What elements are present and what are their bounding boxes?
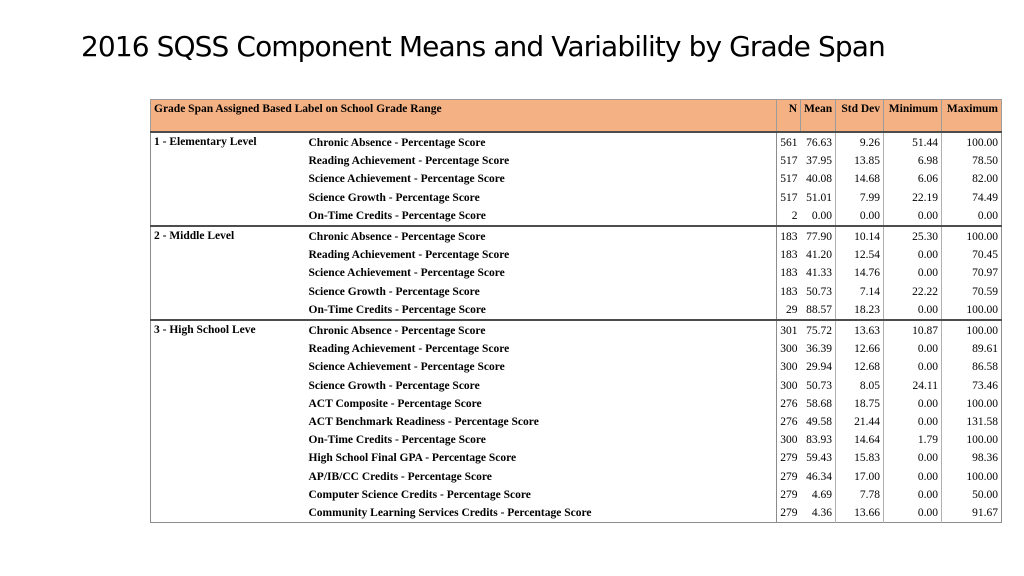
cell-n: 2 — [777, 207, 801, 226]
cell-minimum: 6.06 — [884, 170, 942, 188]
cell-minimum: 0.00 — [884, 486, 942, 504]
cell-maximum: 78.50 — [942, 152, 1002, 170]
cell-n: 183 — [777, 264, 801, 282]
cell-mean: 76.63 — [806, 137, 832, 149]
cell-mean: 59.43 — [806, 452, 832, 465]
cell-maximum: 100.00 — [942, 431, 1002, 449]
cell-mean: 51.01 — [806, 191, 832, 204]
cell-mean: 49.58 — [806, 416, 832, 429]
grade-span-label: 1 - Elementary Level — [154, 136, 257, 148]
cell-std-dev: 12.66 — [836, 340, 884, 358]
cell-std-dev: 15.83 — [836, 449, 884, 467]
cell-std-dev: 18.75 — [836, 395, 884, 413]
cell-n: 561 — [777, 132, 801, 152]
cell-n: 300 — [777, 358, 801, 376]
cell-maximum: 131.58 — [942, 413, 1002, 431]
cell-minimum: 0.00 — [884, 504, 942, 523]
cell-std-dev: 12.54 — [836, 246, 884, 264]
cell-std-dev: 12.68 — [836, 358, 884, 376]
cell-n: 517 — [777, 152, 801, 170]
cell-maximum: 91.67 — [942, 504, 1002, 523]
cell-n: 517 — [777, 189, 801, 207]
cell-mean: 88.57 — [806, 303, 832, 316]
cell-mean: 41.33 — [806, 267, 832, 280]
cell-n: 517 — [777, 170, 801, 188]
table-header — [151, 100, 1002, 133]
cell-mean: 0.00 — [811, 209, 832, 222]
cell-n: 183 — [777, 226, 801, 246]
cell-minimum: 22.19 — [884, 189, 942, 207]
table-row — [151, 226, 1002, 246]
cell-mean: 83.93 — [806, 434, 832, 447]
cell-maximum: 100.00 — [942, 301, 1002, 320]
cell-minimum: 51.44 — [884, 132, 942, 152]
metric-label: Reading Achievement - Percentage Score — [308, 249, 510, 262]
cell-n: 279 — [777, 504, 801, 523]
cell-maximum: 86.58 — [942, 358, 1002, 376]
metric-label: Science Growth - Percentage Score — [308, 191, 480, 204]
cell-n: 276 — [777, 395, 801, 413]
cell-mean: 41.20 — [806, 249, 832, 262]
cell-maximum: 0.00 — [942, 207, 1002, 226]
cell-minimum: 0.00 — [884, 358, 942, 376]
cell-mean: 50.73 — [806, 379, 832, 392]
cell-n: 300 — [777, 431, 801, 449]
metric-label: On-Time Credits - Percentage Score — [308, 434, 486, 447]
cell-minimum: 0.00 — [884, 264, 942, 282]
cell-maximum: 98.36 — [942, 449, 1002, 467]
table-group — [151, 226, 1002, 320]
cell-minimum: 24.11 — [884, 377, 942, 395]
cell-mean: 40.08 — [806, 173, 832, 186]
grade-span-label: 2 - Middle Level — [154, 230, 235, 243]
cell-maximum: 70.97 — [942, 264, 1002, 282]
metric-label: High School Final GPA - Percentage Score — [308, 452, 517, 465]
cell-std-dev: 7.78 — [836, 486, 884, 504]
cell-std-dev: 9.26 — [836, 132, 884, 152]
metric-label: On-Time Credits - Percentage Score — [308, 303, 486, 316]
metric-label: Chronic Absence - Percentage Score — [308, 137, 486, 149]
header-maximum: Maximum — [942, 100, 1002, 133]
cell-n: 29 — [777, 301, 801, 320]
cell-maximum: 100.00 — [942, 395, 1002, 413]
stats-table — [150, 99, 1002, 523]
cell-minimum: 0.00 — [884, 449, 942, 467]
cell-minimum: 10.87 — [884, 320, 942, 340]
cell-minimum: 0.00 — [884, 395, 942, 413]
metric-label: Computer Science Credits - Percentage Score — [308, 488, 531, 501]
metric-label: Science Growth - Percentage Score — [308, 285, 480, 298]
cell-std-dev: 13.66 — [836, 504, 884, 523]
slide-title: 2016 SQSS Component Means and Variability by Grade Span — [81, 30, 885, 63]
cell-minimum: 1.79 — [884, 431, 942, 449]
metric-label: Reading Achievement - Percentage Score — [308, 155, 510, 168]
header-label: Grade Span Assigned Based Label on School Grade Range — [151, 100, 777, 133]
header-minimum: Minimum — [884, 100, 942, 133]
cell-mean: 58.68 — [806, 397, 832, 410]
cell-mean: 4.69 — [811, 488, 832, 501]
cell-std-dev: 14.76 — [836, 264, 884, 282]
cell-mean: 36.39 — [806, 343, 832, 356]
cell-minimum: 0.00 — [884, 413, 942, 431]
metric-label: ACT Benchmark Readiness - Percentage Score — [308, 416, 539, 429]
cell-minimum: 22.22 — [884, 283, 942, 301]
header-mean: Mean — [801, 100, 836, 133]
metric-label: Chronic Absence - Percentage Score — [308, 325, 486, 338]
metric-label: ACT Composite - Percentage Score — [308, 397, 482, 410]
metric-label: Community Learning Services Credits - Percentage Score — [308, 507, 592, 520]
table-group — [151, 320, 1002, 523]
metric-label: Science Growth - Percentage Score — [308, 379, 480, 392]
cell-std-dev: 14.68 — [836, 170, 884, 188]
cell-n: 276 — [777, 413, 801, 431]
cell-maximum: 50.00 — [942, 486, 1002, 504]
table-row — [151, 132, 1002, 152]
cell-mean: 46.34 — [806, 470, 832, 483]
cell-std-dev: 13.63 — [836, 320, 884, 340]
cell-minimum: 0.00 — [884, 207, 942, 226]
cell-std-dev: 10.14 — [836, 226, 884, 246]
cell-minimum: 6.98 — [884, 152, 942, 170]
cell-maximum: 100.00 — [942, 320, 1002, 340]
cell-std-dev: 14.64 — [836, 431, 884, 449]
cell-mean: 37.95 — [806, 155, 832, 168]
cell-n: 279 — [777, 449, 801, 467]
cell-maximum: 89.61 — [942, 340, 1002, 358]
metric-label: AP/IB/CC Credits - Percentage Score — [308, 470, 492, 483]
cell-mean: 50.73 — [806, 285, 832, 298]
metric-label: Reading Achievement - Percentage Score — [308, 343, 510, 356]
metric-label: Science Achievement - Percentage Score — [308, 267, 505, 280]
cell-mean: 4.36 — [811, 507, 832, 520]
header-std-dev: Std Dev — [836, 100, 884, 133]
cell-mean: 77.90 — [806, 231, 832, 244]
cell-std-dev: 8.05 — [836, 377, 884, 395]
cell-maximum: 74.49 — [942, 189, 1002, 207]
cell-std-dev: 13.85 — [836, 152, 884, 170]
cell-mean: 29.94 — [806, 361, 832, 374]
cell-minimum: 0.00 — [884, 468, 942, 486]
cell-std-dev: 21.44 — [836, 413, 884, 431]
cell-minimum: 0.00 — [884, 246, 942, 264]
cell-minimum: 0.00 — [884, 340, 942, 358]
table-row — [151, 320, 1002, 340]
cell-maximum: 100.00 — [942, 226, 1002, 246]
cell-std-dev: 7.99 — [836, 189, 884, 207]
cell-minimum: 0.00 — [884, 301, 942, 320]
header-n: N — [777, 100, 801, 133]
cell-n: 300 — [777, 377, 801, 395]
cell-n: 300 — [777, 340, 801, 358]
cell-n: 183 — [777, 283, 801, 301]
cell-maximum: 100.00 — [942, 468, 1002, 486]
cell-mean: 75.72 — [806, 325, 832, 338]
cell-n: 279 — [777, 468, 801, 486]
cell-std-dev: 0.00 — [836, 207, 884, 226]
metric-label: Science Achievement - Percentage Score — [308, 361, 505, 374]
cell-maximum: 100.00 — [942, 132, 1002, 152]
cell-n: 279 — [777, 486, 801, 504]
cell-std-dev: 17.00 — [836, 468, 884, 486]
metric-label: On-Time Credits - Percentage Score — [308, 209, 486, 222]
metric-label: Science Achievement - Percentage Score — [308, 173, 505, 186]
cell-maximum: 82.00 — [942, 170, 1002, 188]
cell-n: 301 — [777, 320, 801, 340]
cell-std-dev: 7.14 — [836, 283, 884, 301]
cell-maximum: 70.45 — [942, 246, 1002, 264]
cell-maximum: 70.59 — [942, 283, 1002, 301]
cell-n: 183 — [777, 246, 801, 264]
metric-label: Chronic Absence - Percentage Score — [308, 231, 486, 244]
cell-std-dev: 18.23 — [836, 301, 884, 320]
cell-maximum: 73.46 — [942, 377, 1002, 395]
cell-minimum: 25.30 — [884, 226, 942, 246]
grade-span-label: 3 - High School Leve — [154, 324, 256, 337]
table-group — [151, 132, 1002, 226]
